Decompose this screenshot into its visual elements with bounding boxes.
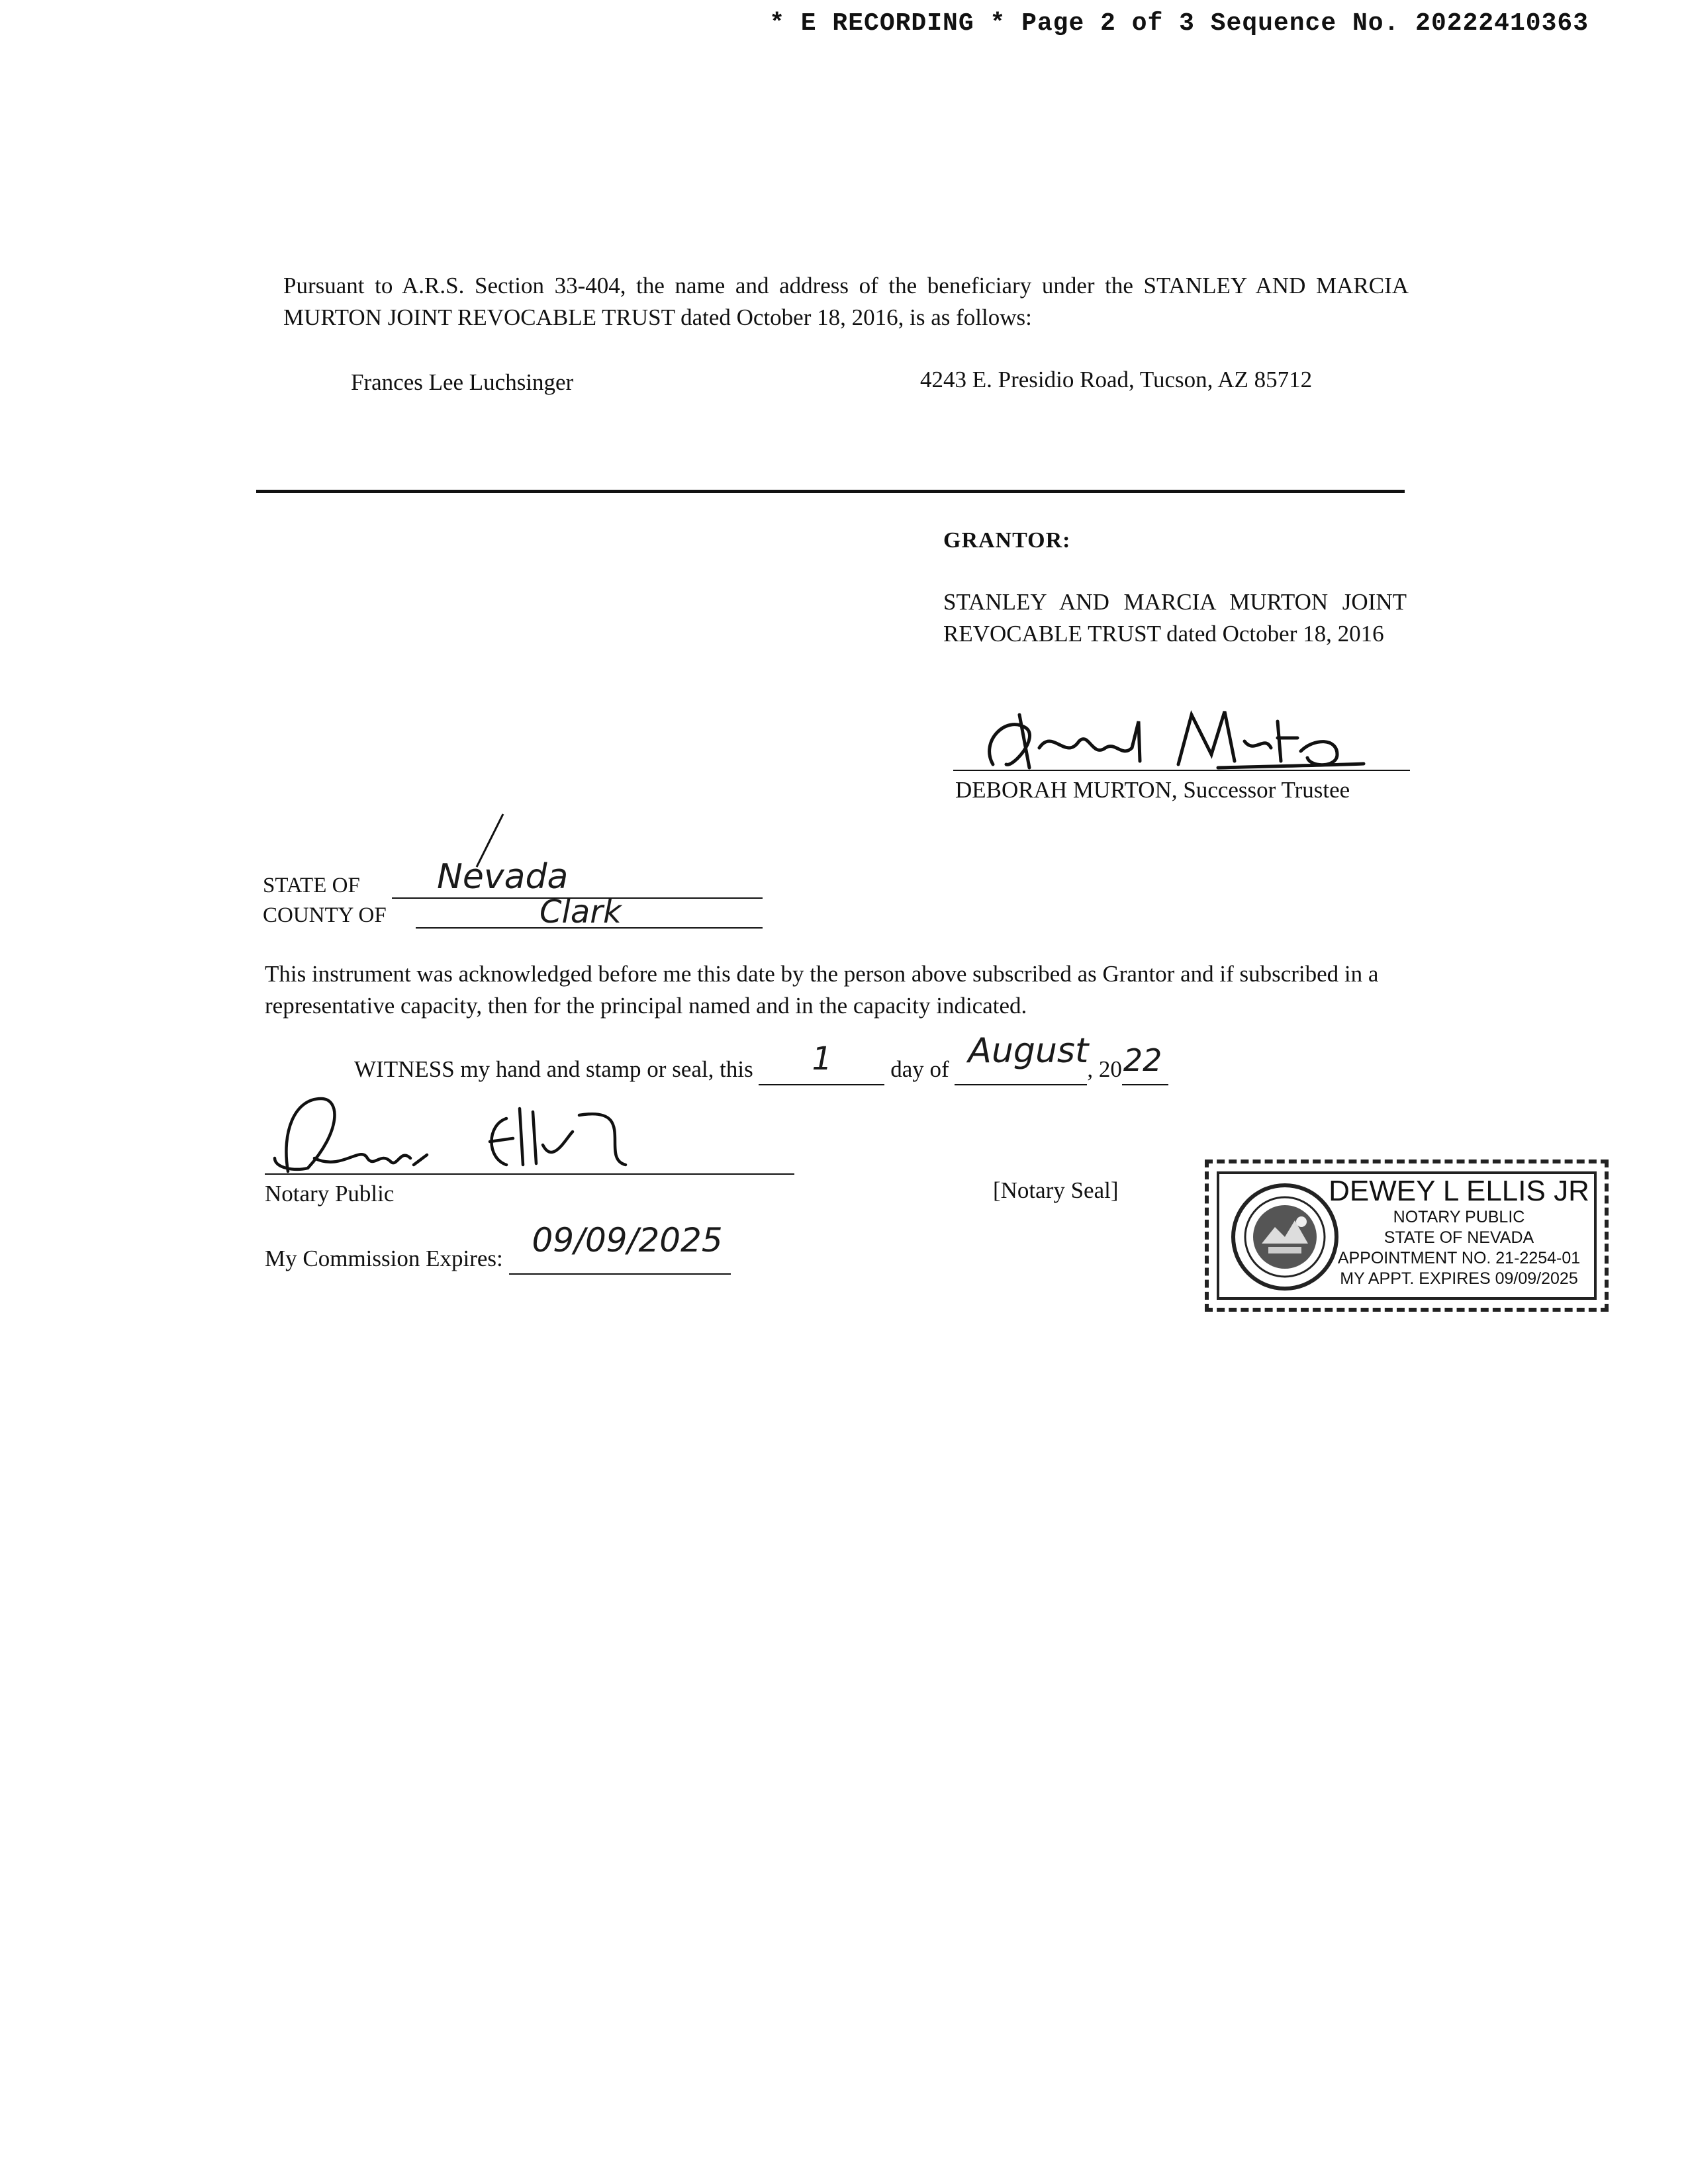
grantor-trust-name: STANLEY AND MARCIA MURTON JOINT REVOCABLE TRUST dated October 18, 2016 (943, 589, 1407, 647)
signer-title: DEBORAH MURTON, Successor Trustee (955, 777, 1350, 803)
beneficiary-address: 4243 E. Presidio Road, Tucson, AZ 85712 (920, 367, 1313, 392)
commission-line (265, 1221, 731, 1275)
commission-value: 09/09/2025 (532, 1221, 723, 1259)
notary-stamp (1205, 1160, 1609, 1312)
notary-stamp-text (1327, 1175, 1591, 1289)
day-blank (759, 1040, 884, 1085)
notary-seal-label: [Notary Seal] (993, 1177, 1119, 1203)
stamp-title: NOTARY PUBLIC (1393, 1208, 1525, 1226)
day-of-label: day of (890, 1056, 949, 1082)
day-value: 1 (812, 1040, 832, 1077)
section-divider (256, 490, 1405, 493)
recording-header: * E RECORDING * Page 2 of 3 Sequence No. 20222410363 (769, 9, 1589, 38)
county-label: COUNTY OF (263, 903, 387, 927)
stamp-state: STATE OF NEVADA (1383, 1228, 1534, 1247)
witness-line (354, 1031, 1168, 1085)
state-label: STATE OF (263, 874, 360, 897)
state-handwriting-stroke (463, 811, 516, 870)
year-prefix: , 20 (1087, 1056, 1122, 1082)
grantor-signature-line (953, 770, 1410, 771)
commission-label: My Commission Expires: (265, 1246, 503, 1271)
notary-signature (268, 1092, 692, 1178)
stamp-expires: MY APPT. EXPIRES 09/09/2025 (1340, 1269, 1578, 1288)
acknowledgment-text: This instrument was acknowledged before me this date by the person above subscribed as Grantor and if subscribed in a representative capacity, then for the principal named and in the capacity indicated. (265, 961, 1379, 1019)
year-value: 22 (1123, 1042, 1162, 1078)
month-value: August (968, 1031, 1089, 1071)
notary-signature-line (265, 1173, 794, 1175)
notary-public-label: Notary Public (265, 1181, 395, 1206)
state-seal-icon (1229, 1181, 1341, 1293)
grantor-heading: GRANTOR: (943, 528, 1071, 553)
month-blank (955, 1031, 1089, 1085)
year-blank (1122, 1042, 1168, 1085)
beneficiary-paragraph: Pursuant to A.R.S. Section 33-404, the name and address of the beneficiary under the STANLEY AND MARCIA MURTON JOINT REVOCABLE TRUST dated October 18, 2016, is as follows: (283, 273, 1409, 330)
commission-blank (509, 1221, 731, 1275)
stamp-name: DEWEY L ELLIS JR (1329, 1175, 1589, 1207)
grantor-signature (966, 702, 1390, 781)
witness-prefix: WITNESS my hand and stamp or seal, this (354, 1056, 753, 1082)
state-value: Nevada (437, 857, 569, 897)
beneficiary-name: Frances Lee Luchsinger (351, 369, 574, 395)
county-value: Clark (539, 893, 622, 931)
stamp-appointment: APPOINTMENT NO. 21-2254-01 (1337, 1249, 1581, 1267)
